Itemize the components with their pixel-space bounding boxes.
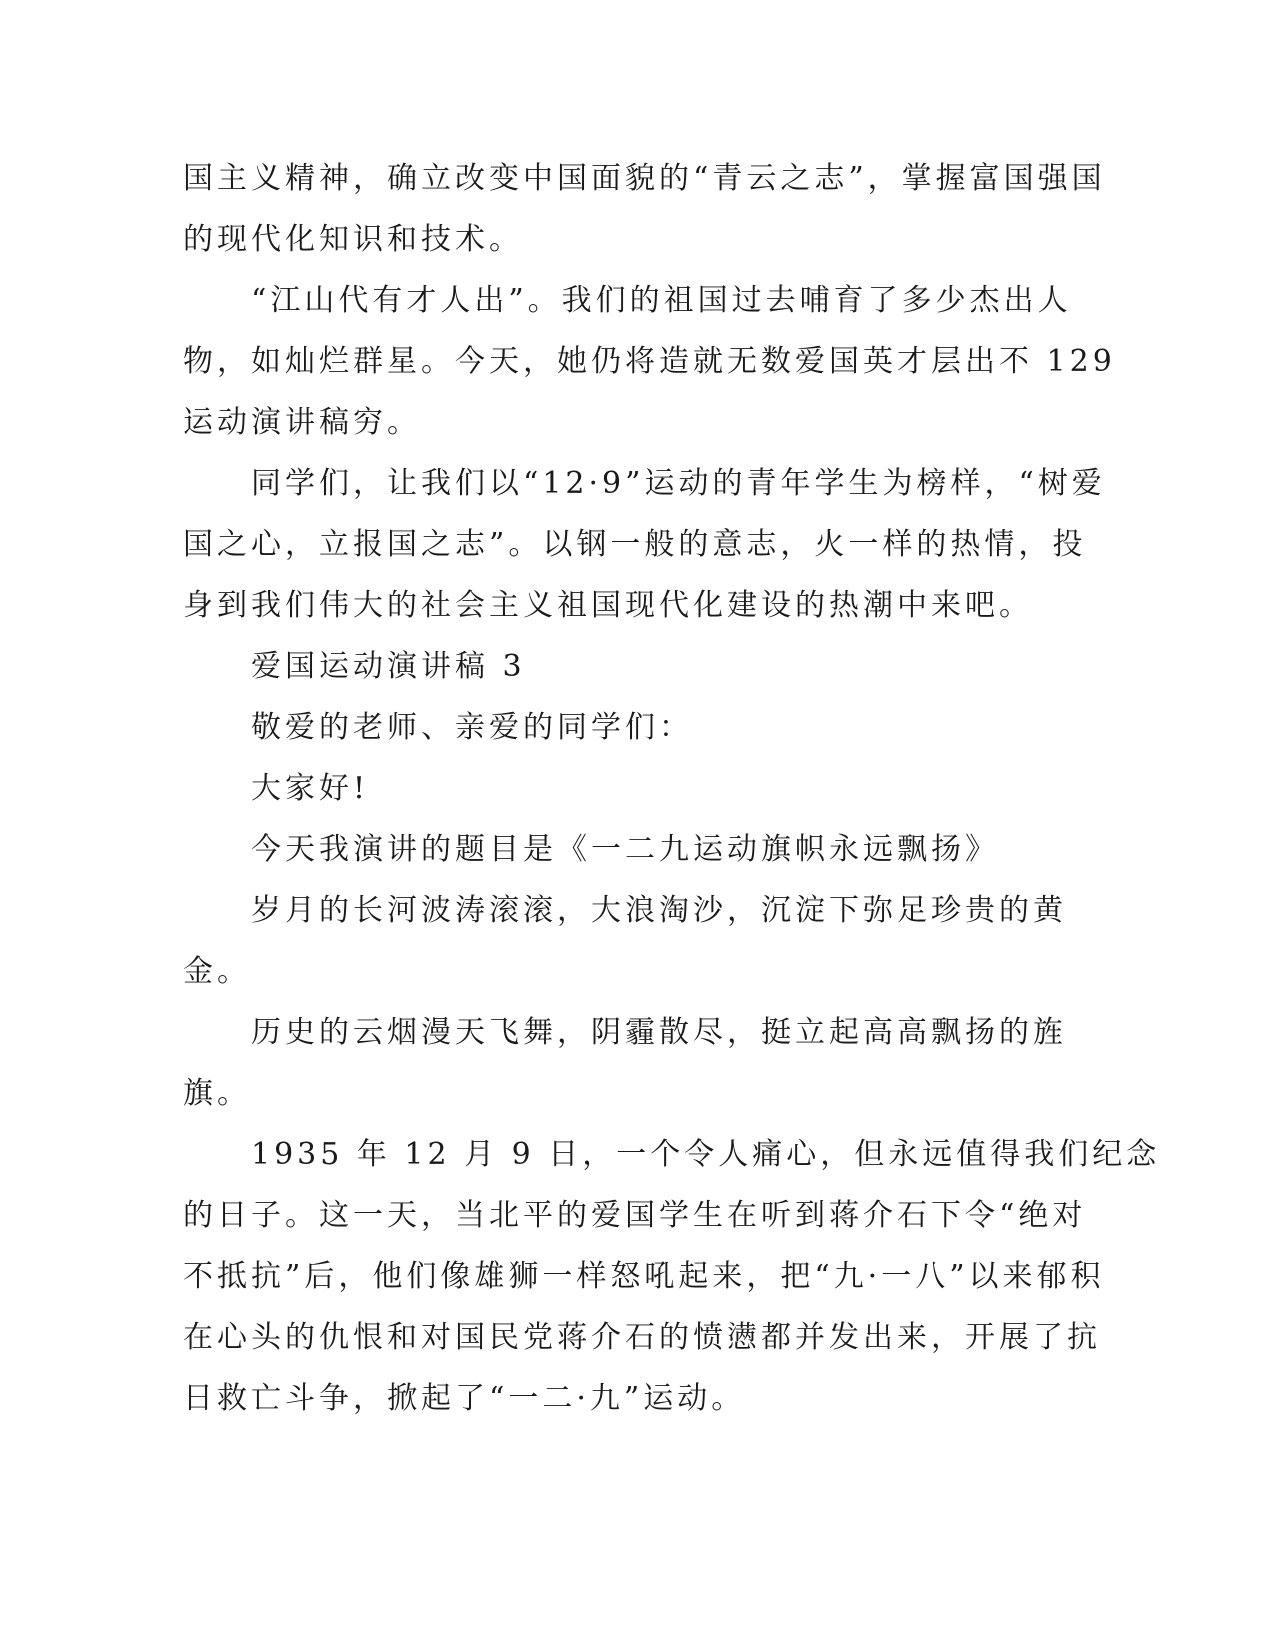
text-line: 1935 年 12 月 9 日，一个令人痛心，但永远值得我们纪念 xyxy=(251,1137,1161,1172)
text-line: 物，如灿烂群星。今天，她仍将造就无数爱国英才层出不 129 xyxy=(183,344,1116,379)
speech-title-line xyxy=(183,819,1043,880)
text-line: 今天我演讲的题目是《一二九运动旗帜永远飘扬》 xyxy=(251,832,999,867)
text-line: 金。 xyxy=(183,954,251,989)
text-line: 历史的云烟漫天飞舞，阴霾散尽，挺立起高高飘扬的旌 xyxy=(251,1015,1067,1050)
text-line: 敬爱的老师、亲爱的同学们： xyxy=(251,710,693,745)
paragraph xyxy=(183,148,1106,270)
text-line: 大家好! xyxy=(251,771,370,806)
text-line: 国之心，立报国之志”。以钢一般的意志，火一样的热情，投 xyxy=(183,527,1087,562)
document-body xyxy=(183,148,1161,1429)
greeting xyxy=(183,758,1043,819)
text-line: 的现代化知识和技术。 xyxy=(183,222,523,257)
section-heading xyxy=(183,636,1043,697)
text-line: 身到我们伟大的社会主义祖国现代化建设的热潮中来吧。 xyxy=(183,588,1033,623)
text-line: 旗。 xyxy=(183,1076,251,1111)
salutation xyxy=(183,697,1043,758)
text-line: 同学们，让我们以“12·9”运动的青年学生为榜样，“树爱 xyxy=(251,466,1106,501)
text-line: 在心头的仇恨和对国民党蒋介石的愤懑都并发出来，开展了抗 xyxy=(183,1320,1101,1355)
text-line: 日救亡斗争，掀起了“一二·九”运动。 xyxy=(183,1381,746,1416)
paragraph xyxy=(183,270,1116,453)
text-line: 运动演讲稿穷。 xyxy=(183,405,421,440)
paragraph xyxy=(183,453,1106,636)
text-line: 爱国运动演讲稿 3 xyxy=(251,649,526,684)
paragraph xyxy=(183,1002,1067,1124)
paragraph xyxy=(183,1124,1161,1429)
text-line: “江山代有才人出”。我们的祖国过去哺育了多少杰出人 xyxy=(251,283,1072,318)
text-line: 不抵抗”后，他们像雄狮一样怒吼起来，把“九·一八”以来郁积 xyxy=(183,1259,1105,1294)
paragraph xyxy=(183,880,1067,1002)
text-line: 的日子。这一天，当北平的爱国学生在听到蒋介石下令“绝对 xyxy=(183,1198,1087,1233)
text-line: 国主义精神，确立改变中国面貌的“青云之志”，掌握富国强国 xyxy=(183,161,1106,196)
text-line: 岁月的长河波涛滚滚，大浪淘沙，沉淀下弥足珍贵的黄 xyxy=(251,893,1067,928)
